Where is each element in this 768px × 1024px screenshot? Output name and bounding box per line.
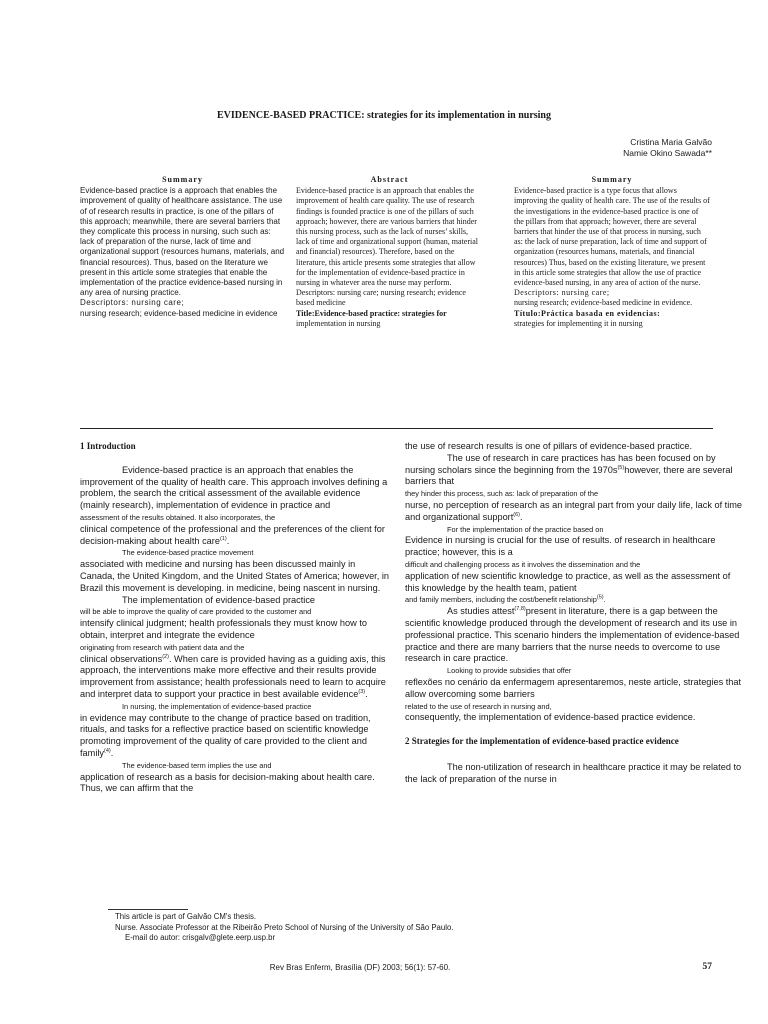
paragraph-small: related to the use of research in nursing and, bbox=[405, 701, 552, 711]
paragraph-text: The implementation of evidence-based practice bbox=[122, 594, 316, 605]
paragraph-text: associated with medicine and nursing has been discussed mainly in Canada, the United Kingdom, and the United States of America; however, in Brazil this movement is developing. in medicine, being nascent in nursing. bbox=[80, 559, 389, 593]
spacer bbox=[405, 724, 745, 736]
resumen-column bbox=[514, 175, 710, 329]
citation-ref: (1) bbox=[219, 535, 227, 542]
summary-column bbox=[80, 175, 285, 319]
paragraph-small: will be able to improve the quality of care provided to the customer and bbox=[80, 607, 312, 617]
citation-ref: (2) bbox=[162, 653, 169, 660]
body-right-column bbox=[405, 441, 745, 786]
resumen-text: Evidence-based practice is a type focus that allows improving the quality of health care. The use of the results of the investigations in the evidence-based practice is one of the pillars from that approach; however, there are several barriers that hinder the use of that process in nursing, such as: the lack of nurse preparation, lack of time and support of organization (resources humans, materials, and financial resources) Thus, based on the existing literature, we present in this article some strategies that allow the use of practice evidence-based nursing, in any area of action of the nurse. bbox=[514, 186, 710, 288]
paragraph-text: consequently, the implementation of evidence-based practice evidence. bbox=[405, 712, 696, 723]
paragraph-small: For the implementation of the practice based on bbox=[447, 524, 604, 534]
paragraph-small: originating from research with patient data and the bbox=[80, 642, 245, 652]
paragraph-text: nurse, no perception of research as an integral part from your daily life, lack of time and organizational support bbox=[405, 499, 743, 522]
citation-ref: (5) bbox=[617, 464, 625, 471]
abstract-title-text: implementation in nursing bbox=[296, 318, 381, 328]
summary-heading: Summary bbox=[162, 175, 203, 184]
journal-citation: Rev Bras Enferm, Brasília (DF) 2003; 56(1): 57-60. bbox=[269, 963, 451, 972]
summary-descriptors-label: Descriptors: nursing care; bbox=[80, 298, 185, 308]
paragraph: clinical competence of the professional and the preferences of the client for decision-making about health care$^{(1)}$. bbox=[80, 523, 385, 546]
abstract-title-label: Title:Evidence-based practice: strategies for bbox=[296, 308, 447, 318]
footnote-3: E-mail do autor: crisgalv@glete.eerp.usp.br bbox=[125, 933, 276, 942]
paragraph: nurse, no perception of research as an integral part from your daily life, lack of time and organizational support$^{(6)}$. bbox=[405, 499, 743, 522]
resumen-descriptors-label: Descriptors: nursing care; bbox=[514, 288, 610, 298]
paragraph-text: As studies attest bbox=[447, 606, 515, 617]
paragraph-text: clinical competence of the professional and the preferences of the client for decision-making about health care bbox=[80, 523, 385, 546]
spacer bbox=[405, 748, 745, 762]
citation-ref: (4) bbox=[104, 747, 111, 754]
paragraph-small: Looking to provide subsidies that offer bbox=[447, 666, 572, 676]
paragraph-small: In nursing, the implementation of evidence-based practice bbox=[122, 701, 312, 711]
body-left-column bbox=[80, 441, 392, 795]
paragraph-small: The evidence-based term implies the use and bbox=[122, 760, 272, 770]
spacer bbox=[80, 453, 392, 465]
footnote-1: This article is part of Galvão CM's thesis. bbox=[115, 912, 257, 921]
author-list bbox=[623, 137, 712, 159]
paragraph bbox=[80, 465, 392, 512]
paragraph-text: in evidence may contribute to the change of practice based on tradition, rituals, and tasks for a reflective practice based on scientific knowledge promoting improvement of the quality of care provided to the client and family bbox=[80, 712, 371, 758]
paragraph-text: Evidence-based practice is an approach that enables the improvement of the quality of health care. This approach involves defining a problem, the search the critical assessment of the available evidence (mainly research), implementation of evidence in practice and bbox=[80, 464, 388, 511]
section-heading-strategies: 2 Strategies for the implementation of evidence-based practice evidence bbox=[405, 736, 679, 747]
summary-descriptors-text: nursing research; evidence-based medicine in evidence bbox=[80, 308, 278, 318]
footnotes bbox=[115, 912, 453, 944]
citation-ref: (3) bbox=[358, 688, 366, 695]
paragraph-text: however, there are several barriers that bbox=[405, 464, 733, 487]
resumen-titulo-text: strategies for implementing it in nursing bbox=[514, 318, 643, 328]
abstract-descriptors: Descriptors: nursing care; nursing research; evidence based medicine bbox=[296, 288, 466, 308]
paragraph-text: reflexões no cenário da enfermagem apresentaremos, neste article, strategies that allow overcoming some barriers bbox=[405, 676, 742, 699]
paragraph-text: The use of research in care practices has has been focused on by nursing scholars since the beginning from the 1970s bbox=[405, 452, 716, 475]
paragraph-text: application of new scientific knowledge to practice, as well as the assessment of this knowledge by the health team, patient bbox=[405, 570, 731, 593]
footnote-divider bbox=[108, 909, 188, 910]
section-heading-introduction: 1 Introduction bbox=[80, 441, 136, 451]
abstract-column bbox=[296, 175, 483, 329]
paragraph-text: intensify clinical judgment; health professionals they must know how to obtain, interpret and integrate the evidence bbox=[80, 618, 368, 640]
paragraph-small: assessment of the results obtained. It also incorporates, the bbox=[80, 512, 276, 522]
paper-title: EVIDENCE-BASED PRACTICE: strategies for its implementation in nursing bbox=[217, 110, 551, 121]
citation-ref: (5) bbox=[596, 594, 604, 601]
footnote-2: Nurse. Associate Professor at the Ribeirão Preto School of Nursing of the University of São Paulo. bbox=[115, 922, 454, 932]
paragraph-small: and family members, including the cost/benefit relationship bbox=[405, 595, 597, 605]
abstract-text: Evidence-based practice is an approach that enables the improvement of health care quality. The use of research findings is founded practice is one of the pillars of such approach; however, there are various barriers that hinder this nursing process, such as the lack of nurses’ skills, lack of time and organizational support (human, material and financial) resources). Therefore, based on the literature, this article presents some strategies that allow for the implementation of evidence-based practice in nursing in whatever area the nurse may perform. bbox=[296, 186, 479, 288]
paragraph-text: clinical observations bbox=[80, 653, 163, 664]
paragraph-small: difficult and challenging process as it involves the dissemination and the bbox=[405, 559, 641, 569]
paragraph-small: they hinder this process, such as: lack of preparation of the bbox=[405, 489, 599, 499]
summary-text: Evidence-based practice is a approach that enables the improvement of quality of healthcare assistance. The use of of research results in practice, is one of the pillars of this approach; meanwhile, there are several barriers that they complicate this process in nursing, such such as: lack of preparation of the nurse, lack of time and organizational support (resources humans, materials, and financial resources). Thus, based on the literature we present in this article some strategies that enable the implementation of the practice evidence-based nursing in any area of nursing practice. bbox=[80, 186, 285, 298]
citation-ref: (6) bbox=[513, 511, 521, 518]
resumen-titulo-label: Título:Práctica basada en evidencias: bbox=[514, 308, 661, 318]
author-2: Namie Okino Sawada** bbox=[623, 148, 712, 158]
citation-ref: (7,8) bbox=[514, 606, 526, 613]
paragraph: and family members, including the cost/benefit relationship$^{(5)}$. bbox=[405, 594, 606, 605]
paragraph-text: application of research as a basis for decision-making about health care. Thus, we can affirm that the bbox=[80, 771, 375, 794]
paragraph-small: The evidence-based practice movement bbox=[122, 548, 254, 558]
page-number: 57 bbox=[702, 962, 712, 972]
paragraph bbox=[405, 606, 745, 665]
paragraph: in evidence may contribute to the change of practice based on tradition, rituals, and tasks for a reflective practice based on scientific knowledge promoting improvement of the quality of care provided to the client and family$^{(4)}$. bbox=[80, 712, 371, 758]
paragraph-text: Evidence in nursing is crucial for the use of results. of research in healthcare practice; however, this is a bbox=[405, 535, 716, 558]
paragraph-text: . When care is provided having as a guiding axis, this approach, the interventions make more effective and their results provide improvement from assistance; health professionals need to learn to acquire and interpret data to support your practice in best available evidence bbox=[80, 653, 386, 699]
author-1: Cristina Maria Galvão bbox=[630, 137, 712, 147]
resumen-heading: Summary bbox=[591, 175, 633, 184]
paragraph-text: present in literature, there is a gap between the scientific knowledge produced through the development of research and its use in professional practice. This scenario hinders the implementation of evidence-based practice and there are many barriers that the nurse needs to overcome to use research in care practice. bbox=[405, 606, 740, 664]
paragraph-text: the use of research results is one of pillars of evidence-based practice. bbox=[405, 441, 693, 451]
paragraph: clinical observations$^{(2)}$. When care is provided having as a guiding axis, this approach, the interventions make more effective and their results provide improvement from assistance; health professionals need to learn to acquire and interpret data to support your practice in best available evidence$^{(3)}$. bbox=[80, 653, 386, 699]
section-divider bbox=[80, 428, 713, 429]
resumen-descriptors-text: nursing research; evidence-based medicine in evidence. bbox=[514, 298, 693, 308]
paragraph bbox=[405, 453, 745, 488]
abstract-heading: Abstract bbox=[370, 175, 409, 184]
paragraph-text: The non-utilization of research in healthcare practice it may be related to the lack of preparation of the nurse in bbox=[405, 761, 742, 784]
